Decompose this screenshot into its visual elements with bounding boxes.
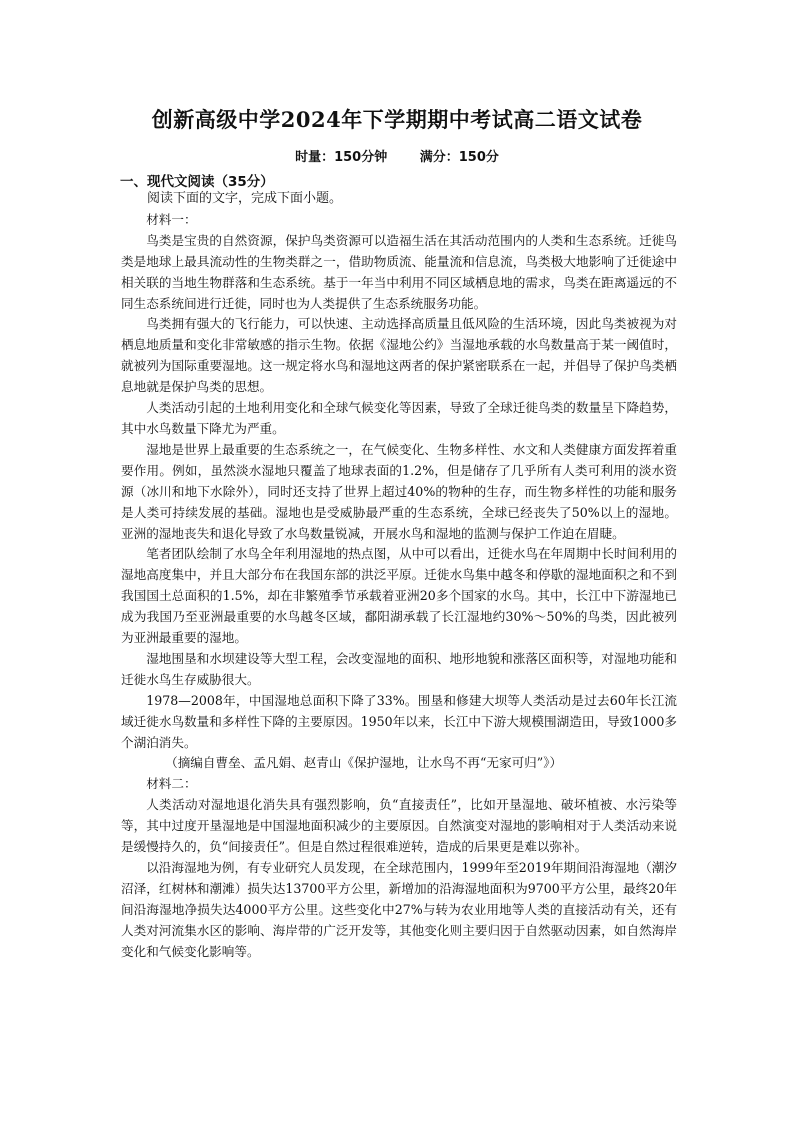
- material2-paragraph: 以沿海湿地为例，有专业研究人员发现，在全球范围内，1999年至2019年期间沿海湿地（潮汐沼泽，红树林和潮滩）损失达13700平方公里，新增加的沿海湿地面积为9700平方公里，最终20年间沿海湿地净损失达4000平方公里。这些变化中27%与转为农业用地等人类的直接活动有关，还有人类对河流集水区的影响、海岸带的广泛开发等，其他变化则主要归因于自然驱动因素，如自然海岸变化和气候变化影响等。: [121, 860, 677, 959]
- total-score: 满分：150分: [419, 150, 499, 165]
- material1-paragraph: 1978—2008年，中国湿地总面积下降了33%。围垦和修建大坝等人类活动是过去60年长江流域迁徙水鸟数量和多样性下降的主要原因。1950年以来，长江中下游大规模围湖造田，导致1000多个湖泊消失。: [121, 692, 677, 750]
- material1-paragraph: 鸟类拥有强大的飞行能力，可以快速、主动选择高质量且低风险的生活环境，因此鸟类被视为对栖息地质量和变化非常敏感的指示生物。依据《湿地公约》当湿地承载的水鸟数量高于某一阈值时，就被列为国际重要湿地。这一规定将水鸟和湿地这两者的保护紧密联系在一起，并倡导了保护鸟类栖息地就是保护鸟类的思想。: [121, 316, 677, 395]
- exam-info: [0, 146, 794, 165]
- material1-paragraph: 湿地围垦和水坝建设等大型工程，会改变湿地的面积、地形地貌和涨落区面积等，对湿地功能和迁徙水鸟生存威胁很大。: [121, 650, 677, 687]
- material1-citation: （摘编自曹垒、孟凡娟、赵青山《保护湿地，让水鸟不再“无家可归”》）: [165, 755, 563, 771]
- page-title: 创新高级中学2024年下学期期中考试高二语文试卷: [151, 107, 643, 132]
- material2-paragraph: 人类活动对湿地退化消失具有强烈影响，负“直接责任”，比如开垦湿地、破坏植被、水污染等等，其中过度开垦湿地是中国湿地面积减少的主要原因。自然演变对湿地的影响相对于人类活动来说是缓慢持久的，负“间接责任”。但是自然过程很难逆转，造成的后果更是难以弥补。: [121, 797, 677, 855]
- material1-paragraph: 笔者团队绘制了水鸟全年利用湿地的热点图，从中可以看出，迁徙水鸟在年周期中长时间利用的湿地高度集中，并且大部分布在我国东部的洪泛平原。迁徙水鸟集中越冬和停歇的湿地面积之和不到我国国土总面积的1.5%，却在非繁殖季节承载着亚洲20多个国家的水鸟。其中，长江中下游湿地已成为我国乃至亚洲最重要的水鸟越冬区域，鄱阳湖承载了长江湿地约30%～50%的鸟类，因此被列为亚洲最重要的湿地。: [121, 546, 677, 646]
- time-limit: 时量：150分钟: [295, 150, 388, 165]
- material1-label: 材料一：: [146, 211, 197, 227]
- instruction: 阅读下面的文字，完成下面小题。: [147, 191, 343, 206]
- material1-paragraph: 鸟类是宝贵的自然资源，保护鸟类资源可以造福生活在其活动范围内的人类和生态系统。迁徙鸟类是地球上最具流动性的生物类群之一，借助物质流、能量流和信息流，鸟类极大地影响了迁徙途中相关联的当地生物群落和生态系统。基于一年当中利用不同区域栖息地的需求，鸟类在距离遥远的不同生态系统间进行迁徙，同时也为人类提供了生态系统服务功能。: [121, 232, 677, 311]
- section-heading: 一、现代文阅读（35分）: [120, 174, 274, 190]
- reading-passage: [121, 189, 677, 963]
- material1-paragraph: 湿地是世界上最重要的生态系统之一，在气候变化、生物多样性、水文和人类健康方面发挥着重要作用。例如，虽然淡水湿地只覆盖了地球表面的1.2%，但是储存了几乎所有人类可利用的淡水资源（冰川和地下水除外），同时还支持了世界上超过40%的物种的生存，而生物多样性的功能和服务是人类可持续发展的基础。湿地也是受威胁最严重的生态系统，全球已经丧失了50%以上的湿地。亚洲的湿地丧失和退化导致了水鸟数量锐减，开展水鸟和湿地的监测与保护工作迫在眉睫。: [121, 441, 677, 541]
- material2-label: 材料二：: [146, 776, 197, 792]
- material1-paragraph: 人类活动引起的土地利用变化和全球气候变化等因素，导致了全球迁徙鸟类的数量呈下降趋势，其中水鸟数量下降尤为严重。: [121, 400, 677, 436]
